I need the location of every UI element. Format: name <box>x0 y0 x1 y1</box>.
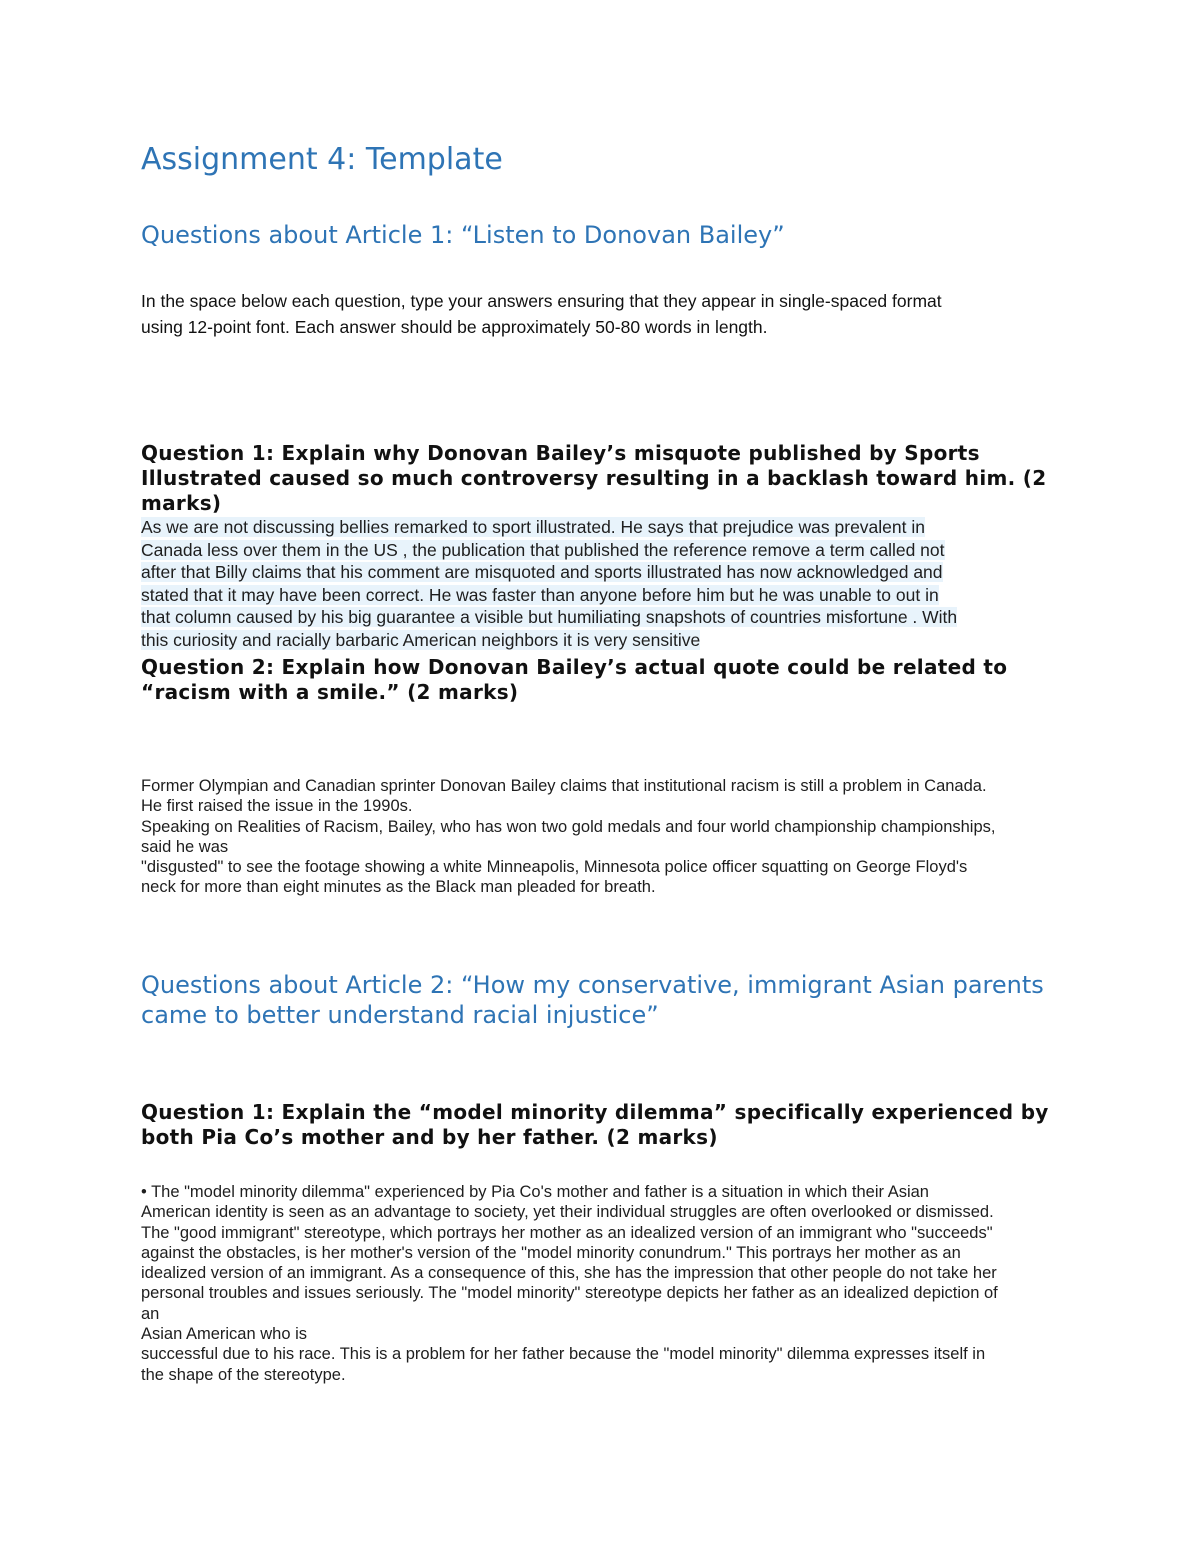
instructions-line: In the space below each question, type your answers ensuring that they appear in single-spaced format <box>141 291 942 311</box>
article-1-question-2-answer <box>141 776 1066 898</box>
answer-line: that column caused by his big guarantee a visible but humiliating snapshots of countries misfortune . With <box>141 607 958 627</box>
answer-line: Speaking on Realities of Racism, Bailey, who has won two gold medals and four world championship championships, <box>141 817 996 836</box>
answer-line: against the obstacles, is her mother's version of the "model minority conundrum." This portrays her mother as an <box>141 1243 961 1262</box>
instructions-paragraph <box>141 288 1081 340</box>
answer-line: The "good immigrant" stereotype, which portrays her mother as an idealized version of an immigrant who "succeeds" <box>141 1223 993 1242</box>
answer-line: idealized version of an immigrant. As a consequence of this, she has the impression that other people do not take her <box>141 1264 997 1283</box>
instructions-line: using 12-point font. Each answer should be approximately 50-80 words in length. <box>141 317 768 337</box>
answer-line: this curiosity and racially barbaric American neighbors it is very sensitive <box>141 629 701 650</box>
answer-line: Former Olympian and Canadian sprinter Donovan Bailey claims that institutional racism is still a problem in Canada. <box>141 777 987 795</box>
answer-line: • The "model minority dilemma" experienced by Pia Co's mother and father is a situation in which their Asian <box>141 1183 929 1201</box>
article-2-heading: Questions about Article 2: “How my conservative, immigrant Asian parents came to better understand racial injustice” <box>141 971 1044 1029</box>
article-1-question-1-heading: Question 1: Explain why Donovan Bailey’s misquote published by Sports Illustrated caused so much controversy resulting in a backlash toward him. (2 marks) <box>141 441 1047 515</box>
answer-line: As we are not discussing bellies remarked to sport illustrated. He says that prejudice was prevalent in <box>141 517 925 537</box>
answer-line: He first raised the issue in the 1990s. <box>141 797 413 816</box>
answer-line: Canada less over them in the US , the publication that published the reference remove a term called not <box>141 539 945 560</box>
answer-line: neck for more than eight minutes as the Black man pleaded for breath. <box>141 878 656 897</box>
answer-line: Asian American who is <box>141 1325 307 1344</box>
answer-line: personal troubles and issues seriously. The "model minority" stereotype depicts her father as an idealized depiction of <box>141 1284 998 1303</box>
article-1-question-2-heading: Question 2: Explain how Donovan Bailey’s actual quote could be related to “racism with a smile.” (2 marks) <box>141 655 1008 704</box>
answer-line: stated that it may have been correct. He was faster than anyone before him but he was unable to out in <box>141 584 939 605</box>
article-1-question-1-answer <box>141 516 1051 651</box>
answer-line: an <box>141 1304 160 1323</box>
article-2-question-1-answer <box>141 1182 1066 1385</box>
answer-line: the shape of the stereotype. <box>141 1365 346 1384</box>
answer-line: successful due to his race. This is a problem for her father because the "model minority" dilemma expresses itself in <box>141 1345 986 1364</box>
answer-line: "disgusted" to see the footage showing a white Minneapolis, Minnesota police officer squatting on George Floyd's <box>141 858 968 877</box>
answer-line: said he was <box>141 837 229 856</box>
answer-line: American identity is seen as an advantage to society, yet their individual struggles are often overlooked or dismissed. <box>141 1203 994 1222</box>
article-1-heading: Questions about Article 1: “Listen to Donovan Bailey” <box>141 221 785 249</box>
answer-line: after that Billy claims that his comment are misquoted and sports illustrated has now acknowledged and <box>141 562 943 582</box>
document-title: Assignment 4: Template <box>141 142 503 177</box>
article-2-question-1-heading: Question 1: Explain the “model minority dilemma” specifically experienced by both Pia Co’s mother and by her father. (2 marks) <box>141 1100 1049 1149</box>
